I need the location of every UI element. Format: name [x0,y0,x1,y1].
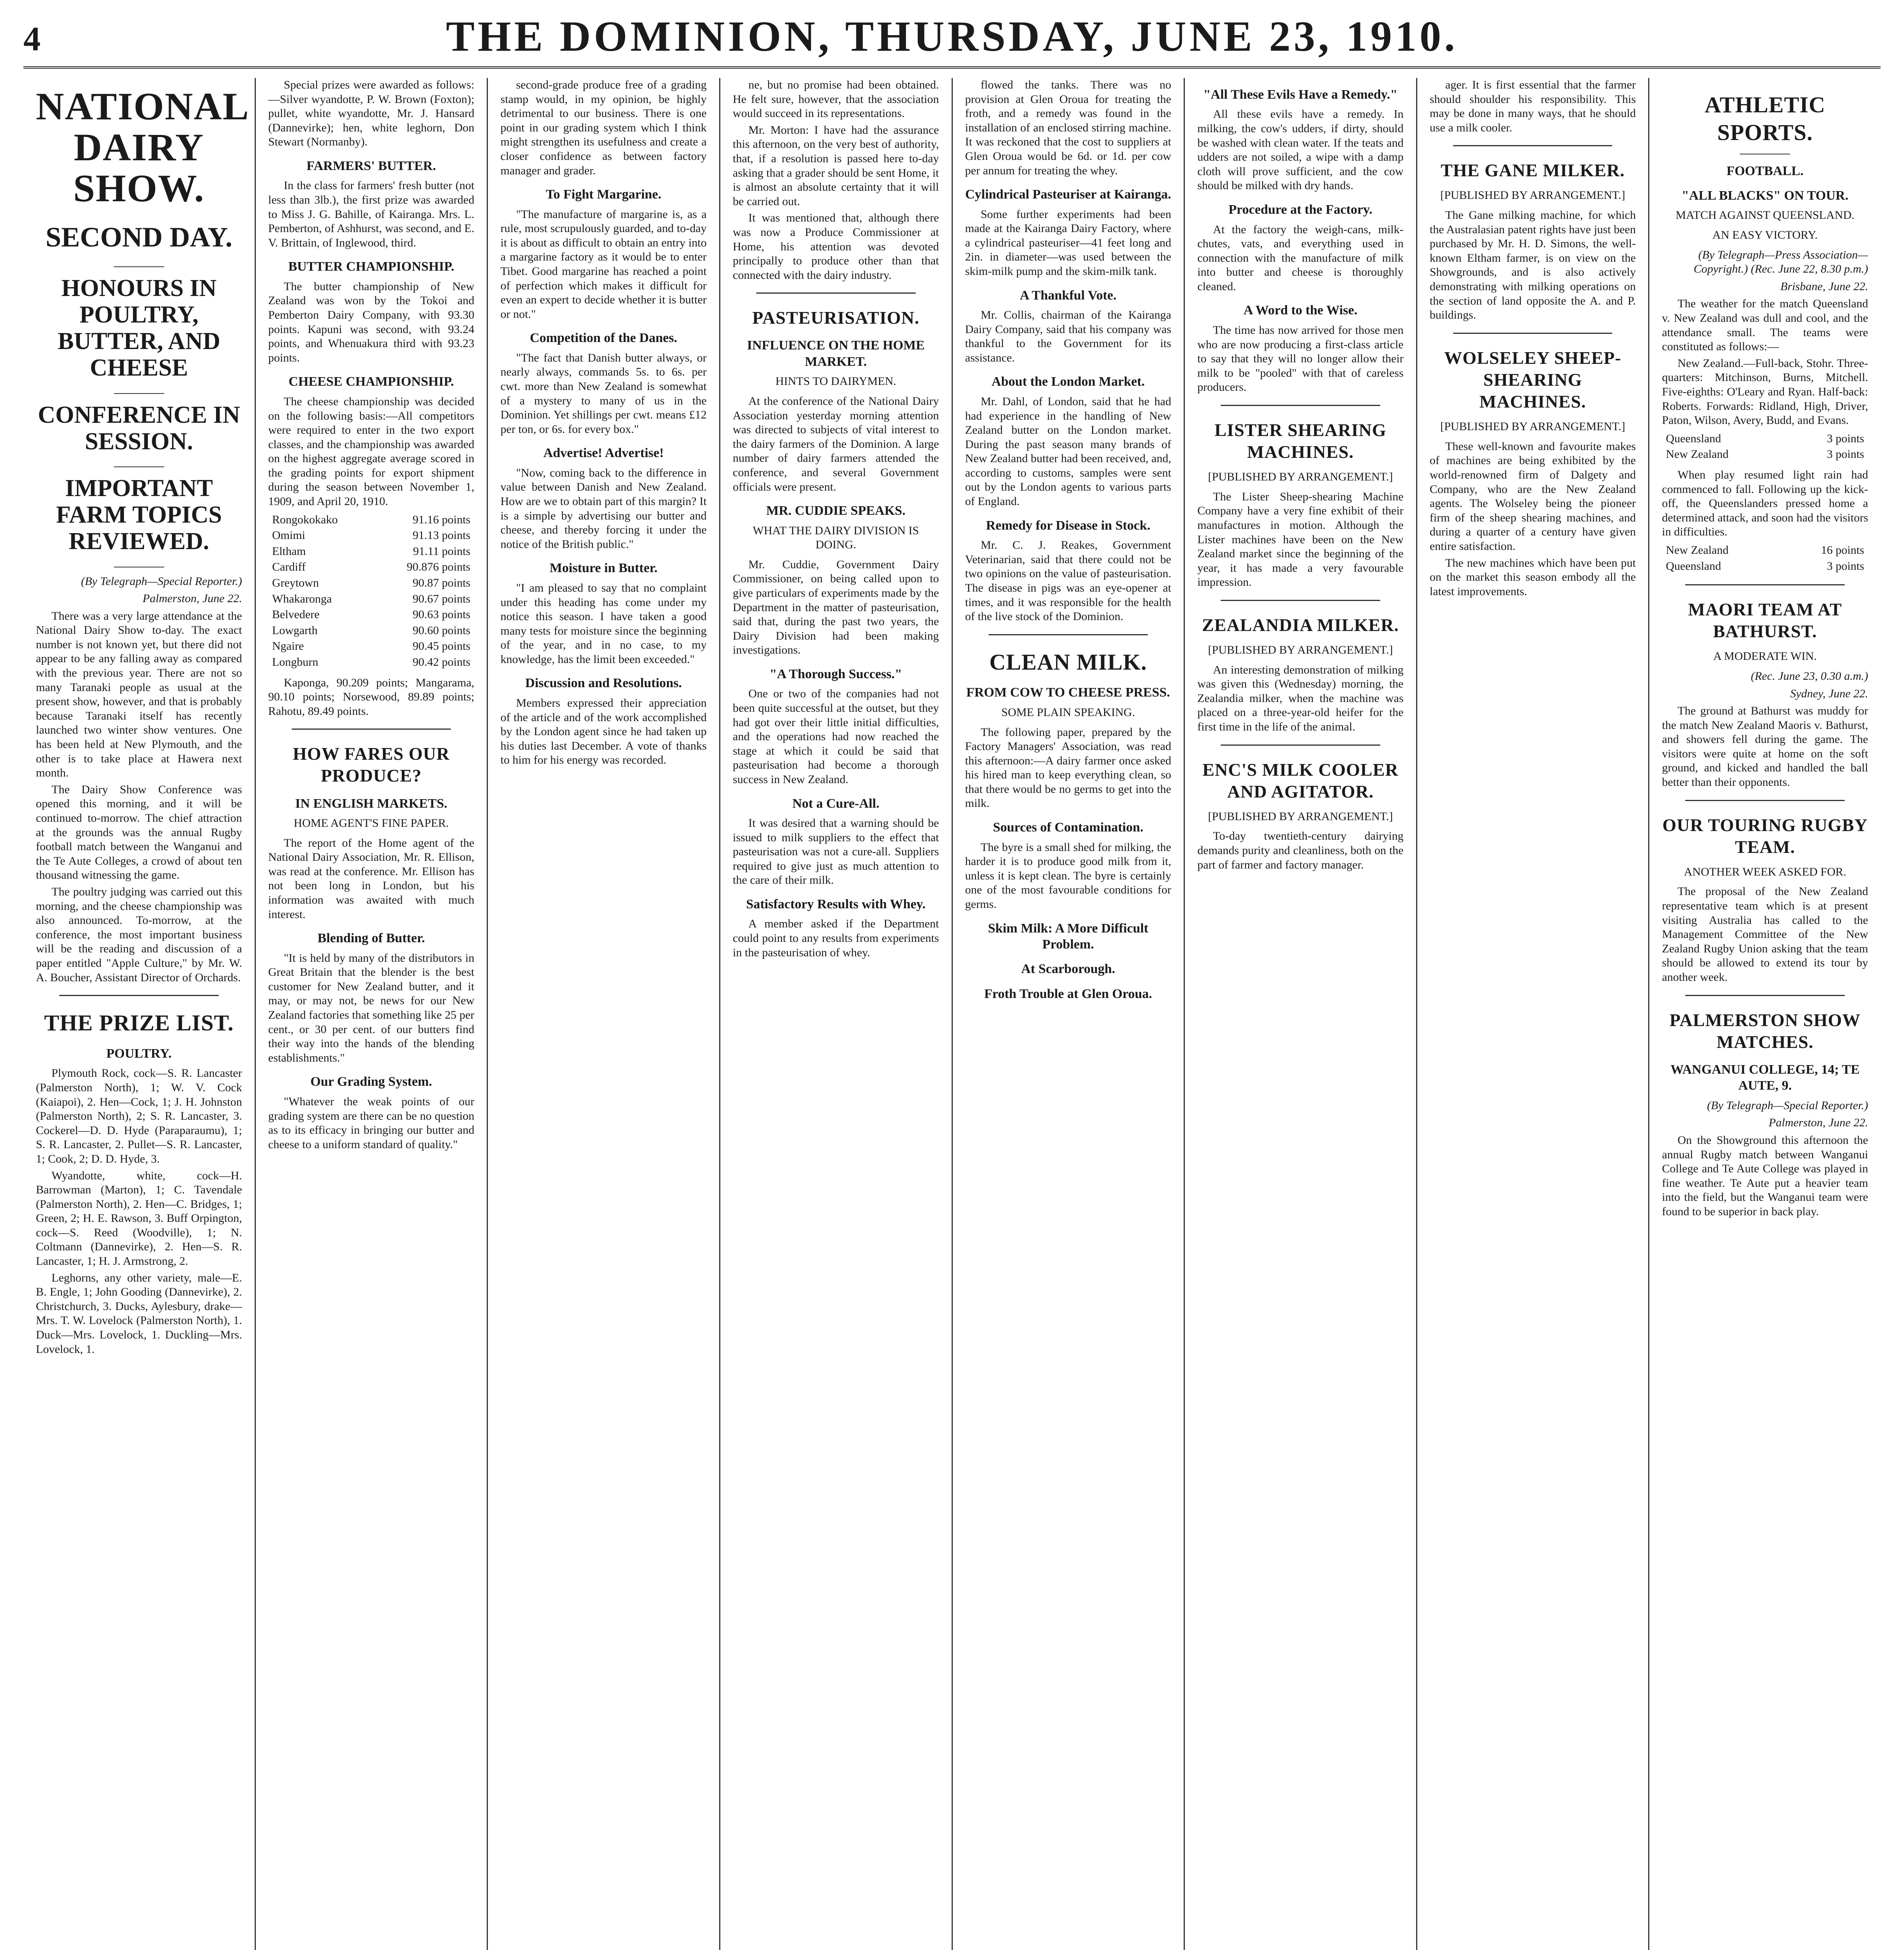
byline: (By Telegraph—Press Association—Copyright.) (Rec. June 22, 8.30 p.m.) [1693,248,1868,276]
paragraph: It was mentioned that, although there was now a Produce Commissioner at Home, his attention was devoted principally to produce other than that connected with the dairy industry. [732,211,939,282]
margarine-heading: To Fight Margarine. [546,187,661,202]
paragraph: The cheese championship was decided on the following basis:—All competitors were required to enter in the two export classes, and the championship was awarded on the highest aggregate average scored in the grading points for export shipment during the season between November 1, 1909, and April 20, 1910. [268,395,475,508]
markets-subheading: IN ENGLISH MARKETS. [295,796,447,811]
divider [1453,145,1613,146]
table-row [268,638,475,654]
cure-all-heading: Not a Cure-All. [792,796,879,811]
paragraph: Wyandotte, white, cock—H. Barrowman (Marton), 1; C. Tavendale (Palmerston North), 2. Hen—C. Bridges, 1; Green, 2; H. E. Rawson, 3. Buff Orpington, cock—S. Reed (Woodville), 1; N. Coltmann (Dannevirke), 2. Hen—S. R. Lancaster, 1; H. J. Armstrong, 2. [36,1169,242,1268]
factory-name: Omimi [272,529,305,542]
team-points: 3 points [1827,559,1864,573]
paragraph: Some further experiments had been made at the Kairanga Dairy Factory, where a cylindrical pasteuriser—41 feet long and 2in. in diameter—was used between the skim-milk pump and the skim-milk tank. [965,207,1172,278]
column-2 [256,78,488,1950]
paragraph: "The fact that Danish butter always, or nearly always, commands 5s. to 6s. per cwt. more than New Zealand is somewhat of a mystery to many of us in the Dominion. Yet shillings per cwt. means £12 per ton, or 6s. for every box." [500,351,707,436]
column-7 [1417,78,1650,1950]
danes-heading: Competition of the Danes. [530,331,677,346]
sources-heading: Sources of Contamination. [993,820,1143,835]
paragraph: "Whatever the weak points of our grading system are there can be no question as to its efficacy in bringing our butter and cheese to a uniform standard of quality." [268,1095,475,1151]
conference-heading: CONFERENCE IN SESSION. [38,401,240,455]
paragraph: "Now, coming back to the difference in value between Danish and New Zealand. How are we to obtain part of this margin? It is a simple by advertising our butter and cheese, and thereby forcing it under the notice of the British public." [500,466,707,551]
paragraph: "The manufacture of margarine is, as a rule, most scrupulously guarded, and to-day it is about as difficult to obtain an entry into a margarine factory as it would be to enter Tibet. Good margarine has reached a point of perfection which makes it difficult for even an expert to decide whether it is butter or not." [500,207,707,321]
half-time-score-table [1662,431,1868,463]
paragraph: flowed the tanks. There was no provision at Glen Oroua for treating the froth, and a remedy was found in the installation of an enclosed stirring machine. It was reckoned that the cost to suppliers at Glen Oroua would be 6d. or 1d. per cow per annum for treating the whey. [965,78,1172,177]
dateline: Sydney, June 22. [1790,687,1868,700]
second-day-heading: SECOND DAY. [45,222,232,253]
paragraph: On the Showground this afternoon the annual Rugby match between Wanganui College and Te Aute College was played in fine weather. Te Aute put a heavier team into the field, but the Wanganui team were found to be superior in back play. [1662,1133,1868,1218]
column-4 [720,78,953,1950]
paragraph: The ground at Bathurst was muddy for the match New Zealand Maoris v. Bathurst, and showers fell during the game. The visitors were quite at home on the soft ground, and kicked and handled the ball better than their opponents. [1662,704,1868,789]
paragraph: Kaponga, 90.209 points; Mangarama, 90.10 points; Norsewood, 89.89 points; Rahotu, 89.49 points. [268,676,475,718]
byline: (By Telegraph—Special Reporter.) [1707,1099,1868,1112]
thankful-heading: A Thankful Vote. [1019,288,1117,303]
divider [1221,600,1380,601]
table-row [268,607,475,623]
cuddie-heading: MR. CUDDIE SPEAKS. [766,503,906,518]
all-blacks-heading: "ALL BLACKS" ON TOUR. [1681,188,1849,203]
paragraph: Leghorns, any other variety, male—E. B. Engle, 1; John Gooding (Dannevirke), 2. Christchurch, 3. Ducks, Aylesbury, drake—Mrs. T. W. Lovelock (Palmerston North), 1. Duck—Mrs. Lovelock, 1. Duckling—Mrs. Lovelock, 1. [36,1271,242,1356]
table-row [1662,542,1868,558]
factory-procedure-heading: Procedure at the Factory. [1229,202,1372,217]
team-points: 16 points [1821,543,1864,557]
factory-points: 91.11 points [413,544,471,558]
column-3 [488,78,720,1950]
divider [59,995,219,996]
factory-name: Eltham [272,544,306,558]
evils-heading: "All These Evils Have a Remedy." [1203,87,1398,102]
paragraph: All these evils have a remedy. In milking, the cow's udders, if dirty, should be washed with clean water. If the teats and udders are not soiled, a wipe with a damp cloth will prove sufficient, and the cow should be milked with dry hands. [1197,108,1404,192]
dateline: Palmerston, June 22. [1769,1116,1868,1129]
divider [114,393,164,394]
factory-name: Greytown [272,576,319,590]
column-6 [1185,78,1417,1950]
touring-team-heading: OUR TOURING RUGBY TEAM. [1662,815,1868,857]
factory-points: 90.63 points [412,608,471,621]
divider [1685,584,1845,585]
paragraph: Mr. Dahl, of London, said that he had had experience in the handling of New Zealand butter on the London market. During the past season many brands of New Zealand butter had been received, and, according to customs, samples were sent out by the London agents to various parts of England. [965,395,1172,508]
palmerston-matches-heading: PALMERSTON SHOW MATCHES. [1669,1010,1861,1052]
pasteurisation-subheading-2: HINTS TO DAIRYMEN. [775,375,897,388]
factory-name: Rongokokako [272,513,338,526]
paragraph: The proposal of the New Zealand representative team which is at present visiting Australia has called to the Management Committee of the New Zealand Rugby Union asking that the team should be allowed to extend its tour by another week. [1662,885,1868,984]
masthead [23,8,1881,69]
word-to-wise-heading: A Word to the Wise. [1243,303,1358,318]
prize-list-heading: THE PRIZE LIST. [44,1010,234,1036]
easy-victory-heading: AN EASY VICTORY. [1712,229,1818,242]
clean-milk-subheading: FROM COW TO CHEESE PRESS. [966,685,1170,700]
divider [1221,405,1380,406]
paragraph: Mr. Morton: I have had the assurance this afternoon, on the very best of authority, that, if a resolution is passed here to-day asking that a grader should be sent Home, it is almost an absolute certainty that it will be carried out. [732,123,939,208]
team-name: New Zealand [1666,448,1729,461]
paragraph: One or two of the companies had not been quite successful at the outset, but they had got over their little initial difficulties, and the operations had now reached the stage at which it could be said that pasteurisation had become a thorough success in New Zealand. [732,687,939,786]
lister-heading: LISTER SHEARING MACHINES. [1214,420,1386,462]
maori-subheading: A MODERATE WIN. [1713,650,1817,663]
team-points: 3 points [1827,448,1864,461]
paragraph: New Zealand.—Full-back, Stohr. Three-quarters: Mitchinson, Burns, Mitchell. Five-eighths: O'Leary and Ryan. Half-back: Roberts. Forwards: Ridland, High, Driver, Paton, Wilson, Avery, Budd, and Evans. [1662,356,1868,427]
paragraph: At the conference of the National Dairy Association yesterday morning attention was directed to subjects of vital interest to the dairy farmers of the Dominion. A large number of dairy farmers attended the conference, and several Government officials were present. [732,394,939,493]
wanganui-te-aute-heading: WANGANUI COLLEGE, 14; TE AUTE, 9. [1670,1062,1860,1093]
markets-heading: HOW FARES OUR PRODUCE? [293,744,450,786]
table-row [268,591,475,607]
paragraph: The weather for the match Queensland v. New Zealand was dull and cool, and the attendance small. The teams were constituted as follows:— [1662,297,1868,353]
factory-name: Cardiff [272,560,306,574]
wolseley-heading: WOLSELEY SHEEP-SHEARING MACHINES. [1444,347,1622,412]
byline: (By Telegraph—Special Reporter.) [81,574,242,588]
paragraph: An interesting demonstration of milking was given this (Wednesday) morning, the Zealandia milker, when the machine was placed on a three-year-old heifer for the first time in the life of the animal. [1197,663,1404,733]
main-headline: NATIONAL DAIRY SHOW. [36,85,250,210]
divider [1221,745,1380,746]
divider [114,466,164,467]
zealandia-subheading: [PUBLISHED BY ARRANGEMENT.] [1208,643,1393,656]
newspaper-title: THE DOMINION, THURSDAY, JUNE 23, 1910. [446,12,1458,60]
divider [1453,333,1613,334]
paragraph: ager. It is first essential that the farmer should shoulder his responsibility. This may be done in many ways, that he should use a milk cooler. [1429,78,1636,134]
zealandia-heading: ZEALANDIA MILKER. [1202,615,1399,635]
paragraph: To-day twentieth-century dairying demands purity and cleanliness, both on the part of farmer and factory manager. [1197,830,1404,871]
butter-championship-heading: BUTTER CHAMPIONSHIP. [288,259,454,274]
football-heading: FOOTBALL. [1726,163,1804,178]
paragraph: The report of the Home agent of the National Dairy Association, Mr. R. Ellison, was read at the conference. Mr. Ellison has not been long in London, but his information was awaited with much interest. [268,836,475,921]
table-row [1662,558,1868,574]
table-row [268,528,475,544]
table-row [268,623,475,639]
paragraph: The new machines which have been put on the market this season embody all the latest improvements. [1429,556,1636,598]
newspaper-columns [23,78,1881,1950]
factory-points: 90.60 points [412,624,471,637]
cylindrical-heading: Cylindrical Pasteuriser at Kairanga. [965,187,1171,202]
discussion-heading: Discussion and Resolutions. [525,676,682,691]
divider [1685,995,1845,996]
page-number: 4 [23,20,41,58]
paragraph: Special prizes were awarded as follows:—Silver wyandotte, P. W. Brown (Foxton); pullet, white wyandotte, Mr. J. Hansard (Dannevirke); hen, white leghorn, Don Stewart (Normanby). [268,78,475,149]
dateline: Brisbane, June 22. [1780,280,1868,293]
topics-heading: IMPORTANT FARM TOPICS REVIEWED. [56,475,222,555]
cheese-scores-table [268,512,475,670]
scarborough-heading: At Scarborough. [1021,962,1115,977]
paragraph: The Gane milking machine, for which the Australasian patent rights have just been purchased by Mr. H. D. Simons, the well-known Eltham farmer, is on view on the Showgrounds, and is also actively demonstrating with milking operations on the section of land opposite the A. and P. buildings. [1429,209,1636,322]
divider [756,292,916,294]
dateline: Palmerston, June 22. [142,592,242,605]
table-row [1662,447,1868,463]
advertise-heading: Advertise! Advertise! [543,446,664,461]
paragraph: The time has now arrived for those men who are now producing a first-class article to say that they will no longer allow their milk to be "pooled" with that of careless producers. [1197,323,1404,394]
gane-heading: THE GANE MILKER. [1440,160,1625,181]
factory-points: 90.42 points [412,656,471,668]
cooler-heading: ENC'S MILK COOLER AND AGITATOR. [1202,759,1399,801]
whey-heading: Satisfactory Results with Whey. [746,897,926,911]
table-row [268,559,475,575]
pasteurisation-subheading: INFLUENCE ON THE HOME MARKET. [747,338,925,369]
moisture-heading: Moisture in Butter. [550,561,658,576]
paragraph: "It is held by many of the distributors in Great Britain that the blender is the best customer for New Zealand butter, and it may, or may not, be news for our New Zealand factories that something like 25 per cent., or 30 per cent. of our butters find their way into the hands of the blending establishments." [268,951,475,1064]
table-row [1662,431,1868,447]
markets-subheading-2: HOME AGENT'S FINE PAPER. [294,817,449,830]
factory-points: 90.87 points [412,576,471,590]
team-points: 3 points [1827,432,1864,445]
paragraph: These well-known and favourite makes of machines are being exhibited by the world-renowned firm of Dalgety and Company, who are the New Zealand agents. The Wolseley being the pioneer firm of the sheep shearing machines, and during a quarter of a century have given entire satisfaction. [1429,440,1636,553]
paragraph: Members expressed their appreciation of the article and of the work accomplished by the London agent since he had taken up his duties last December. A vote of thanks to him for his energy was recorded. [500,696,707,767]
paragraph: There was a very large attendance at the National Dairy Show to-day. The exact number is not known yet, but there did not appear to be any falling away as compared with the previous year. There are not so many Taranaki people as usual at the present show, however, and that is probably because Taranaki itself has recently launched two winter show ventures. One has been held at New Plymouth, and the other is to take place at Hawera next month. [36,609,242,780]
paragraph: A member asked if the Department could point to any results from experiments in the pasteurisation of whey. [732,917,939,959]
touring-subheading: ANOTHER WEEK ASKED FOR. [1684,865,1846,878]
factory-points: 90.876 points [406,560,471,574]
paragraph: The poultry judging was carried out this morning, and the cheese championship was also announced. To-morrow, at the conference, the most important business will be the reading and discussion of a paper entitled "Apple Culture," by Mr. W. A. Boucher, Assistant Director of Orchards. [36,885,242,984]
paragraph: The following paper, prepared by the Factory Managers' Association, was read this afternoon:—A dairy farmer once asked his hired man to keep everything clean, so that there would be no germs to get into the milk. [965,725,1172,810]
remedy-heading: Remedy for Disease in Stock. [986,518,1151,533]
table-row [268,544,475,560]
team-name: Queensland [1666,559,1721,573]
success-heading: "A Thorough Success." [769,667,902,681]
factory-name: Lowgarth [272,624,318,637]
factory-name: Belvedere [272,608,320,621]
cheese-championship-heading: CHEESE CHAMPIONSHIP. [289,374,454,389]
grading-heading: Our Grading System. [310,1074,432,1089]
clean-milk-subheading-2: SOME PLAIN SPEAKING. [1001,706,1135,719]
paragraph: The Lister Sheep-shearing Machine Company have a very fine exhibit of their manufactures in motion. Although the Lister machines have been on the New Zealand market since the beginning of the year, it has made a very favourable impression. [1197,490,1404,589]
divider [989,634,1148,635]
wolseley-subheading: [PUBLISHED BY ARRANGEMENT.] [1440,420,1626,433]
paragraph: ne, but no promise had been obtained. He felt sure, however, that the association would succeed in its representations. [732,78,939,120]
athletic-sports-heading: ATHLETIC SPORTS. [1704,92,1826,145]
blending-heading: Blending of Butter. [317,931,425,946]
paragraph: The byre is a small shed for milking, the harder it is to produce good milk from it, unless it is kept clean. The byre is certainly one of the most favourable conditions for germs. [965,840,1172,911]
team-name: Queensland [1666,432,1721,445]
column-5 [953,78,1185,1950]
paragraph: Mr. Collis, chairman of the Kairanga Dairy Company, said that his company was thankful to the Government for its assistance. [965,308,1172,364]
paragraph: The Dairy Show Conference was opened this morning, and it will be continued to-morrow. The chief attraction at the grounds was the annual Rugby football match between the Wanganui and the Te Aute Colleges, a crowd of about ten thousand witnessing the game. [36,783,242,882]
paragraph: In the class for farmers' fresh butter (not less than 3lb.), the first prize was awarded to Miss J. G. Bahille, of Kairanga. Mrs. L. Pemberton, of Ashhurst, was second, and E. V. Brittain, of Inglewood, third. [268,179,475,249]
column-8 [1649,78,1881,1950]
paragraph: Mr. C. J. Reakes, Government Veterinarian, said that there could not be two opinions on the value of pasteurisation. The disease in pigs was an eye-opener at times, and it was responsible for the health of the live stock of the Dominion. [965,539,1172,623]
london-heading: About the London Market. [991,374,1145,389]
gane-subheading: [PUBLISHED BY ARRANGEMENT.] [1440,189,1626,202]
pasteurisation-heading: PASTEURISATION. [752,308,920,328]
paragraph: second-grade produce free of a grading stamp would, in my opinion, be highly detrimental to our business. There is one point in our grading system which I think might strengthen its usefulness and create a closer confidence as between factory manager and grader. [500,78,707,177]
honours-heading: HONOURS IN POULTRY, BUTTER, AND CHEESE [57,275,220,381]
skim-milk-heading: Skim Milk: A More Difficult Problem. [988,921,1149,952]
lister-subheading: [PUBLISHED BY ARRANGEMENT.] [1208,470,1393,484]
divider [114,266,164,267]
factory-points: 91.13 points [412,529,471,542]
factory-points: 90.67 points [412,592,471,605]
table-row [268,654,475,670]
column-1 [23,78,256,1950]
maori-team-heading: MAORI TEAM AT BATHURST. [1688,599,1842,642]
paragraph: At the factory the weigh-cans, milk-chutes, vats, and everything used in connection with the manufacture of milk into butter and cheese is thoroughly cleaned. [1197,223,1404,293]
final-score-table [1662,542,1868,574]
factory-name: Longburn [272,656,318,668]
paragraph: Plymouth Rock, cock—S. R. Lancaster (Palmerston North), 1; W. V. Cock (Kaiapoi), 2. Hen—Cock, 1; J. H. Johnston (Palmerston North), 2; S. R. Lancaster, 3. Cockerel—D. D. Hyde (Paraparaumu), 1; S. R. Lancaster, 2. Pullet—S. R. Lancaster, 1; Cook, 2; D. D. Hyde, 3. [36,1067,242,1165]
table-row [268,512,475,528]
cooler-subheading: [PUBLISHED BY ARRANGEMENT.] [1208,810,1393,823]
cuddie-subheading: WHAT THE DAIRY DIVISION IS DOING. [753,524,919,551]
factory-name: Ngaire [272,640,304,653]
team-name: New Zealand [1666,543,1729,557]
received-time: (Rec. June 23, 0.30 a.m.) [1751,669,1868,682]
divider [292,729,451,730]
froth-heading: Froth Trouble at Glen Oroua. [984,986,1152,1001]
clean-milk-heading: CLEAN MILK. [989,649,1147,675]
paragraph: It was desired that a warning should be issued to milk suppliers to the effect that pasteurisation was not a cure-all. Suppliers required to give just as much attention to the care of their milk. [732,817,939,887]
paragraph: "I am pleased to say that no complaint under this heading has come under my notice this season. I have taken a good many tests for moisture since the beginning of the year, and in no case, to my knowledge, has the limit been exceeded." [500,581,707,666]
factory-points: 91.16 points [412,513,471,526]
paragraph: Mr. Cuddie, Government Dairy Commissioner, on being called upon to give particulars of experiments made by the Department in the matter of pasteurisation, said that, during the past two years, the Dairy Division had been making investigations. [732,558,939,657]
paragraph: The butter championship of New Zealand was won by the Tokoi and Pemberton Dairy Company, with 93.30 points. Kapuni was second, with 93.24 points, and Whenuakura third with 93.23 points. [268,280,475,364]
table-row [268,575,475,591]
poultry-heading: POULTRY. [106,1046,172,1061]
divider [1685,800,1845,801]
farmers-butter-heading: FARMERS' BUTTER. [307,158,436,173]
paragraph: When play resumed light rain had commenced to fall. Following up the kick-off, the Queenslanders pressed home a determined attack, and soon had the visitors in difficulties. [1662,468,1868,539]
factory-points: 90.45 points [412,640,471,653]
factory-name: Whakaronga [272,592,332,605]
match-heading: MATCH AGAINST QUEENSLAND. [1675,209,1854,222]
